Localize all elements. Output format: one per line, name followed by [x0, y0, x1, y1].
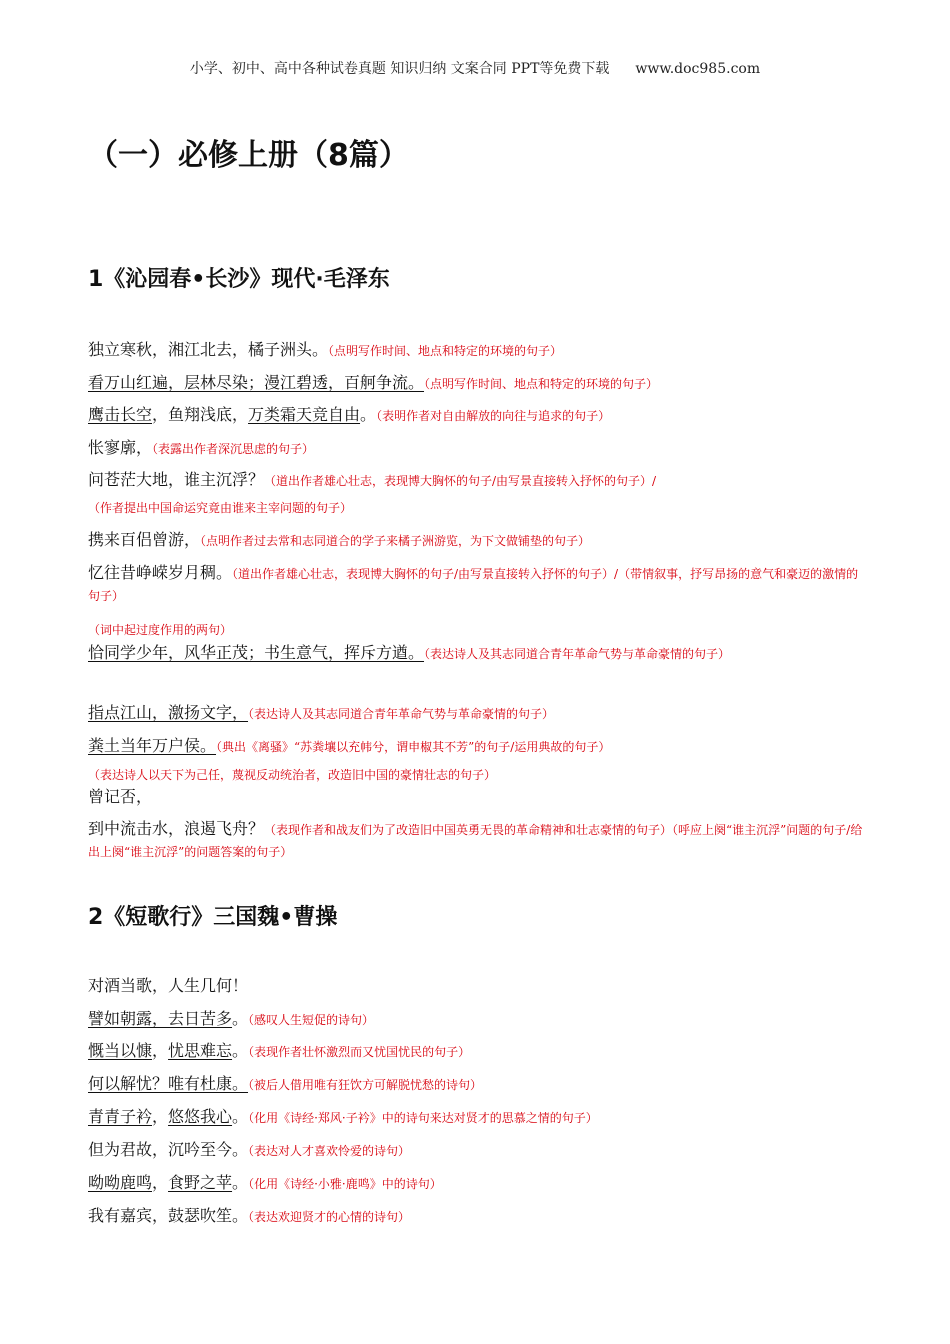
poem1-line-5: 问苍茫大地，谁主沉浮？（道出作者雄心壮志，表现博大胸怀的句子/由写景直接转入抒怀的句子）/ [88, 470, 657, 489]
poem1-line-7-note-2: （词中起过度作用的两句） [88, 623, 233, 637]
poem2-heading: 2《短歌行》三国魏•曹操 [88, 905, 338, 930]
poem1-heading: 1《沁园春•长沙》现代·毛泽东 [88, 267, 390, 292]
poem1-line-12: 到中流击水，浪遏飞舟？（表现作者和战友们为了改造旧中国英勇无畏的革命精神和壮志豪情的句子）（呼应上阕“谁主沉浮”问题的句子/给出上阕“谁主沉浮”的问题答案的句子） [88, 819, 863, 859]
poem1-line-10: 粪土当年万户侯。（典出《离骚》“苏粪壤以充帏兮，谓申椒其不芳”的句子/运用典故的句子） [88, 736, 611, 755]
poem1-line-5-note-2: （作者提出中国命运究竟由谁来主宰问题的句子） [88, 501, 353, 515]
poem1-line-6: 携来百侣曾游，（点明作者过去常和志同道合的学子来橘子洲游览，为下文做铺垫的句子） [88, 530, 591, 549]
poem1-line-2: 看万山红遍，层林尽染；漫江碧透，百舸争流。（点明写作时间、地点和特定的环境的句子） [88, 373, 659, 392]
poem2-line-7: 呦呦鹿鸣，食野之苹。（化用《诗经·小雅·鹿鸣》中的诗句） [88, 1173, 442, 1192]
poem1-line-8: 恰同学少年，风华正茂；书生意气，挥斥方遒。（表达诗人及其志同道合青年革命气势与革命豪情的句子） [88, 643, 731, 662]
poem1-line-9: 指点江山，激扬文字，（表达诗人及其志同道合青年革命气势与革命豪情的句子） [88, 703, 555, 722]
page-title: （一）必修上册（8篇） [88, 138, 409, 173]
page-header [0, 58, 950, 78]
poem1-line-3: 鹰击长空，鱼翔浅底，万类霜天竞自由。（表明作者对自由解放的向往与追求的句子） [88, 405, 611, 424]
poem1-line-11: 曾记否， [88, 787, 153, 806]
poem1-line-7: 忆往昔峥嵘岁月稠。（道出作者雄心壮志，表现博大胸怀的句子/由写景直接转入抒怀的句子）/（带情叙事，抒写昂扬的意气和豪迈的激情的句子） [88, 563, 859, 603]
poem2-line-1: 对酒当歌，人生几何！ [88, 976, 249, 995]
poem2-line-6: 但为君故，沉吟至今。（表达对人才喜欢怜爱的诗句） [88, 1140, 411, 1159]
poem2-line-3: 慨当以慷，忧思难忘。（表现作者壮怀激烈而又忧国忧民的句子） [88, 1041, 471, 1060]
header-site-link[interactable]: www.doc985.com [635, 61, 761, 77]
poem2-line-5: 青青子衿，悠悠我心。（化用《诗经·郑风·子衿》中的诗句来达对贤才的思慕之情的句子） [88, 1107, 598, 1126]
poem1-line-1: 独立寒秋，湘江北去，橘子洲头。（点明写作时间、地点和特定的环境的句子） [88, 340, 563, 359]
poem1-line-10-note-2: （表达诗人以天下为己任，蔑视反动统治者，改造旧中国的豪情壮志的句子） [88, 768, 497, 782]
header-text: 小学、初中、高中各种试卷真题 知识归纳 文案合同 PPT等免费下载 [189, 61, 610, 77]
poem2-line-2: 譬如朝露，去日苦多。（感叹人生短促的诗句） [88, 1009, 375, 1028]
poem2-line-4: 何以解忧？唯有杜康。（被后人借用唯有狂饮方可解脱忧愁的诗句） [88, 1074, 483, 1093]
poem1-line-4: 怅寥廓，（表露出作者深沉思虑的句子） [88, 438, 315, 457]
poem2-line-8: 我有嘉宾，鼓瑟吹笙。（表达欢迎贤才的心情的诗句） [88, 1206, 411, 1225]
